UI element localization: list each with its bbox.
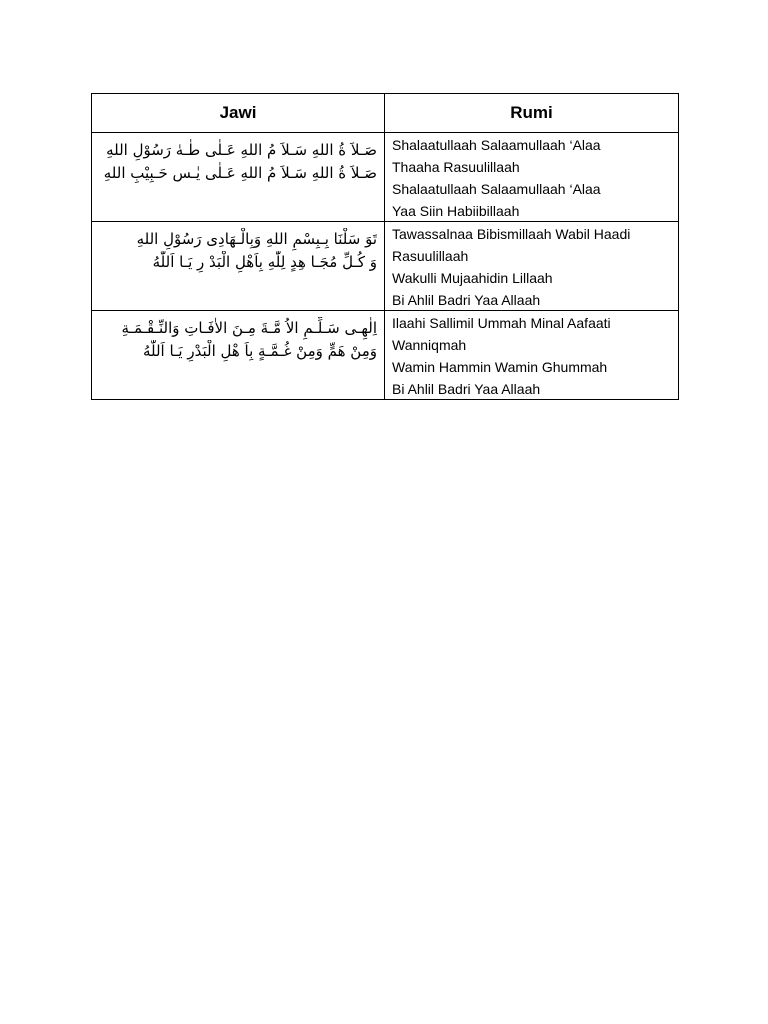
jawi-line: تَوَ سَلْنَا بِـبِسْمِ اللهِ وَبِالْـهَادِى رَسُوْلِ اللهِ — [136, 230, 377, 248]
rumi-line: Ilaahi Sallimil Ummah Minal Aafaati — [392, 315, 611, 331]
jawi-line: صَـلاَ ةُ اللهِ سَـلاَ مُ اللهِ عَـلٰى طٰـهٰ رَسُوْلِ اللهِ — [106, 141, 377, 159]
rumi-line: Bi Ahlil Badri Yaa Allaah — [392, 292, 541, 308]
table-row — [92, 222, 679, 311]
jawi-line: وَمِنْ هَمٍّ وَمِنْ غُـمَّـةٍ بِاَ هْلِ الْبَدْرِ يَـا اَللّٰهُ — [142, 342, 377, 360]
jawi-cell — [92, 311, 385, 400]
rumi-cell — [385, 133, 679, 222]
rumi-line: Bi Ahlil Badri Yaa Allaah — [392, 381, 541, 397]
table-row — [92, 311, 679, 400]
rumi-line: Shalaatullaah Salaamullaah ‘Alaa — [392, 137, 601, 153]
rumi-cell — [385, 222, 679, 311]
rumi-line: Yaa Siin Habiibillaah — [392, 203, 520, 219]
table-row — [92, 133, 679, 222]
jawi-line: اِلٰهِـى سَـلِّـمِ الاُ مَّـةَ مِـنَ الاٰفَـاتِ وَالنِّـقْـمَـةِ — [121, 319, 377, 337]
rumi-cell — [385, 311, 679, 400]
jawi-cell — [92, 222, 385, 311]
lyrics-table — [91, 93, 679, 400]
jawi-cell — [92, 133, 385, 222]
rumi-line: Rasuulillaah — [392, 248, 469, 264]
rumi-line: Wakulli Mujaahidin Lillaah — [392, 270, 553, 286]
header-rumi: Rumi — [385, 94, 679, 133]
header-jawi: Jawi — [92, 94, 385, 133]
rumi-line: Shalaatullaah Salaamullaah ‘Alaa — [392, 181, 601, 197]
jawi-line: صَـلاَ ةُ اللهِ سَـلاَ مُ اللهِ عَـلٰى يٰـس حَـبِيْبِ اللهِ — [103, 164, 377, 182]
rumi-line: Wanniqmah — [392, 337, 467, 353]
rumi-line: Thaaha Rasuulillaah — [392, 159, 520, 175]
table-header-row — [92, 94, 679, 133]
rumi-line: Tawassalnaa Bibismillaah Wabil Haadi — [392, 226, 631, 242]
jawi-line: وَ كُـلِّ مُجَـا هِدٍ لِلّٰهِ بِاَهْلِ الْبَدْ رِ يَـا اَللّٰهُ — [152, 253, 377, 271]
rumi-line: Wamin Hammin Wamin Ghummah — [392, 359, 608, 375]
